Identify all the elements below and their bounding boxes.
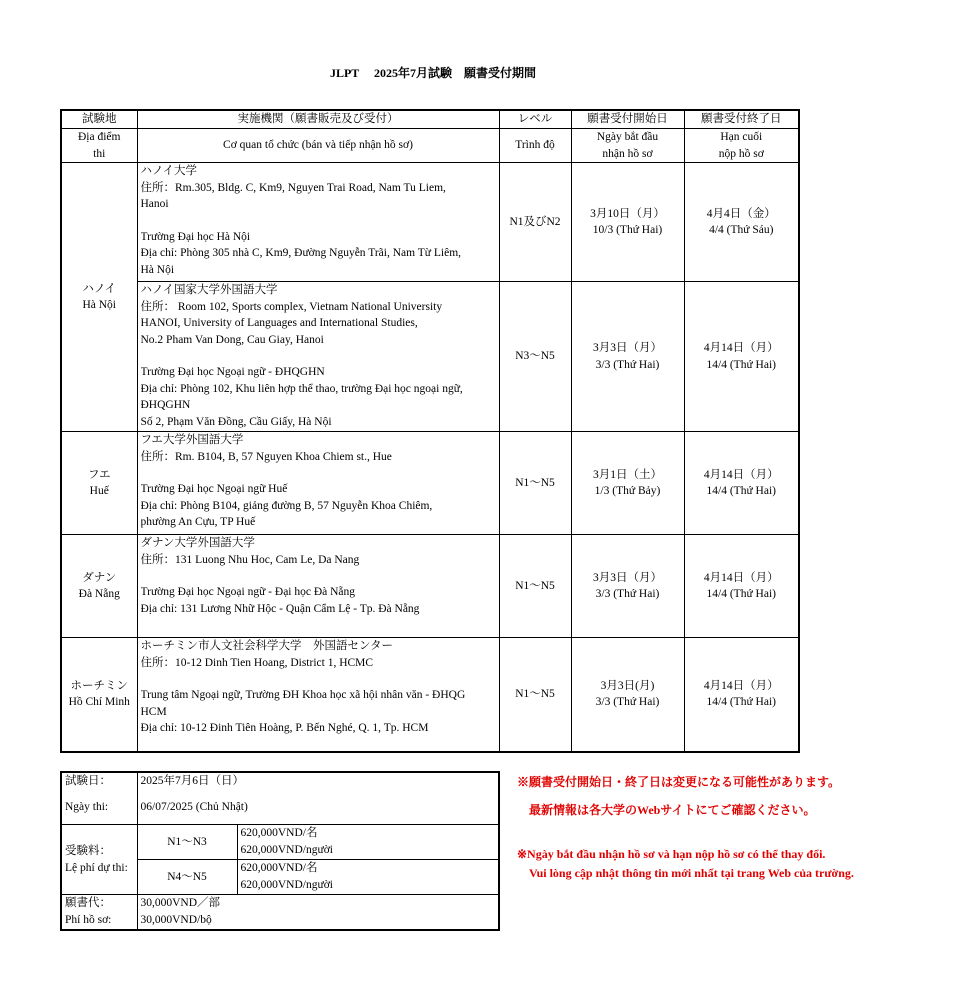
table-row-hcm xyxy=(61,638,799,752)
location-hcm: ホーチミン Hồ Chí Minh xyxy=(61,638,137,752)
note-vi-line1: ※Ngày bắt đầu nhận hồ sơ và hạn nộp hồ sơ có thể thay đổi. xyxy=(517,847,826,861)
start-date-hcm: 3月3日(月) 3/3 (Thứ Hai) xyxy=(571,638,684,752)
location-hue: フエ Huế xyxy=(61,432,137,535)
note-jp-line2: 最新情報は各大学のWebサイトにてご確認ください。 xyxy=(517,803,816,817)
exam-date-row-vi xyxy=(61,790,499,825)
fee-level-n4-n5: N4～N5 xyxy=(137,860,237,895)
location-hanoi: ハノイ Hà Nội xyxy=(61,163,137,432)
table-row-danang xyxy=(61,535,799,638)
org-hcm: ホーチミン市人文社会科学大学 外国語センター 住所：10-12 Dinh Tien Hoang, District 1, HCMC Trung tâm Ngoại ngữ, Trường ĐH Khoa học xã hội nhân văn - ĐHQG HCM Địa chỉ: 10-12 Đinh Tiên Hoàng, P. Bến Nghé, Q. 1, Tp. HCM xyxy=(137,638,499,752)
table-row-hanoi-2 xyxy=(61,282,799,432)
header-start-vi: Ngày bắt đầu nhận hồ sơ xyxy=(571,129,684,163)
header-location-jp: 試験地 xyxy=(61,110,137,129)
start-date-hanoi-1: 3月10日（月） 10/3 (Thứ Hai) xyxy=(571,163,684,282)
end-date-hue: 4月14日（月） 14/4 (Thứ Hai) xyxy=(684,432,799,535)
org-ulis: ハノイ国家大学外国語大学 住所： Room 102, Sports complex, Vietnam National University HANOI, University of Languages and International Studies, No.2 Pham Van Dong, Cau Giay, Hanoi Trường Đại học Ngoại ngữ - ĐHQGHN Địa chỉ: Phòng 102, Khu liên hợp thể thao, trường Đại học ngoại ngữ, ĐHQGHN Số 2, Phạm Văn Đồng, Cầu Giấy, Hà Nội xyxy=(137,282,499,432)
header-row-vi xyxy=(61,129,799,163)
header-level-jp: レベル xyxy=(499,110,571,129)
fee-label: 受験料： Lệ phí dự thi: xyxy=(61,825,137,895)
note-jp-line1: ※願書受付開始日・終了日は変更になる可能性があります。 xyxy=(517,775,841,789)
fee-level-n1-n3: N1～N3 xyxy=(137,825,237,860)
exam-date-vi: 06/07/2025 (Chủ Nhật) xyxy=(137,790,499,825)
org-hanoi-university: ハノイ大学 住所：Rm.305, Bldg. C, Km9, Nguyen Trai Road, Nam Tu Liem, Hanoi Trường Đại học Hà Nội Địa chỉ: Phòng 305 nhà C, Km9, Đường Nguyễn Trãi, Nam Từ Liêm, Hà Nội xyxy=(137,163,499,282)
table-row-hanoi-1 xyxy=(61,163,799,282)
start-date-hanoi-2: 3月3日（月） 3/3 (Thứ Hai) xyxy=(571,282,684,432)
org-hue: フエ大学外国語大学 住所：Rm. B104, B, 57 Nguyen Khoa Chiem st., Hue Trường Đại học Ngoại ngữ Huế Địa chỉ: Phòng B104, giảng đường B, 57 Nguyễn Khoa Chiêm, phường An Cựu, TP Huế xyxy=(137,432,499,535)
level-hanoi-2: N3～N5 xyxy=(499,282,571,432)
end-date-hcm: 4月14日（月） 14/4 (Thứ Hai) xyxy=(684,638,799,752)
header-end-vi: Hạn cuối nộp hồ sơ xyxy=(684,129,799,163)
application-fee-row xyxy=(61,895,499,931)
header-start-jp: 願書受付開始日 xyxy=(571,110,684,129)
end-date-danang: 4月14日（月） 14/4 (Thứ Hai) xyxy=(684,535,799,638)
note-vi-line2: Vui lòng cập nhật thông tin mới nhất tại trang Web của trường. xyxy=(517,866,854,880)
exam-date-row-jp xyxy=(61,772,499,790)
header-row-jp xyxy=(61,110,799,129)
fee-value-n4-n5: 620,000VND/名 620,000VND/người xyxy=(237,860,499,895)
table-row-hue xyxy=(61,432,799,535)
header-location-vi: Địa điểm thi xyxy=(61,129,137,163)
end-date-hanoi-2: 4月14日（月） 14/4 (Thứ Hai) xyxy=(684,282,799,432)
level-danang: N1～N5 xyxy=(499,535,571,638)
header-level-vi: Trình độ xyxy=(499,129,571,163)
header-org-vi: Cơ quan tổ chức (bán và tiếp nhận hồ sơ) xyxy=(137,129,499,163)
exam-date-jp: 2025年7月6日（日） xyxy=(137,772,499,790)
application-fee-label: 願書代： Phí hồ sơ: xyxy=(61,895,137,931)
application-fee-value: 30,000VND／部 30,000VND/bộ xyxy=(137,895,499,931)
exam-fee-table xyxy=(60,771,500,931)
start-date-hue: 3月1日（土） 1/3 (Thứ Bảy) xyxy=(571,432,684,535)
level-hue: N1～N5 xyxy=(499,432,571,535)
exam-date-label-vi: Ngày thi: xyxy=(61,790,137,825)
header-org-jp: 実施機関（願書販売及び受付） xyxy=(137,110,499,129)
exam-date-label-jp: 試験日： xyxy=(61,772,137,790)
start-date-danang: 3月3日（月） 3/3 (Thứ Hai) xyxy=(571,535,684,638)
application-period-table xyxy=(60,109,800,753)
header-end-jp: 願書受付終了日 xyxy=(684,110,799,129)
org-danang: ダナン大学外国語大学 住所：131 Luong Nhu Hoc, Cam Le, Da Nang Trường Đại học Ngoại ngữ - Đại học Đà Nẵng Địa chỉ: 131 Lương Nhữ Hộc - Quận Cẩm Lệ - Tp. Đà Nẵng xyxy=(137,535,499,638)
fee-row-n1-n3 xyxy=(61,825,499,860)
level-hanoi-1: N1及びN2 xyxy=(499,163,571,282)
level-hcm: N1～N5 xyxy=(499,638,571,752)
page-title: JLPT 2025年7月試験 願書受付期間 xyxy=(329,66,537,80)
fee-value-n1-n3: 620,000VND/名 620,000VND/người xyxy=(237,825,499,860)
end-date-hanoi-1: 4月4日（金） 4/4 (Thứ Sáu) xyxy=(684,163,799,282)
location-danang: ダナン Đà Nẵng xyxy=(61,535,137,638)
